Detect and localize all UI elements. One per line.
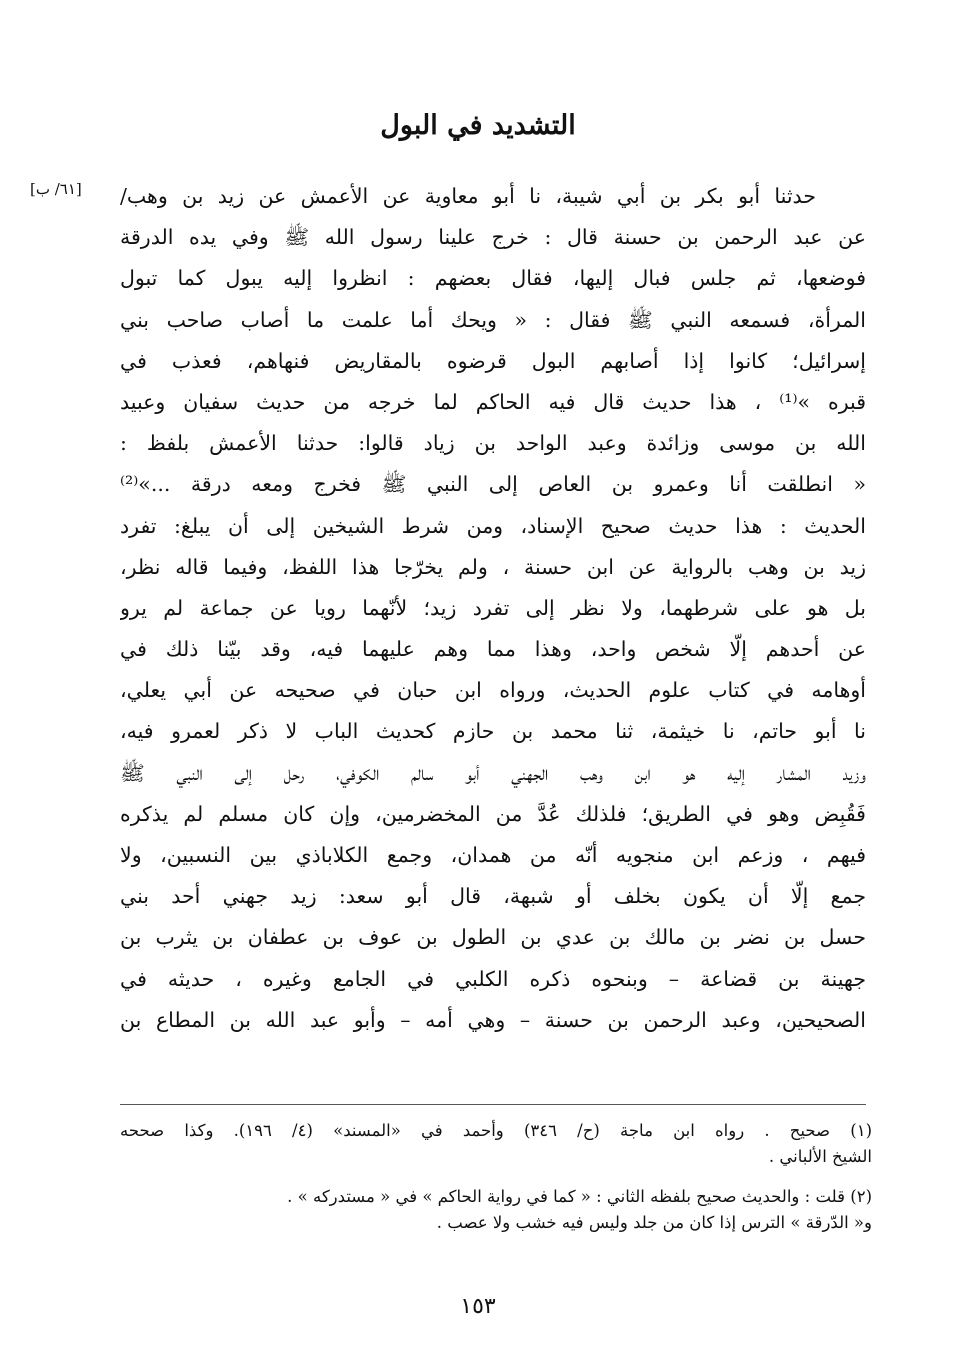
- footnote-gap: [120, 1170, 872, 1184]
- text-line: الله بن موسى وزائدة وعبد الواحد بن زياد قالوا: حدثنا الأعمش بلفظ :: [120, 431, 866, 456]
- chapter-title: التشديد في البول: [380, 110, 576, 141]
- text-line: جهينة بن قضاعة – وبنحوه ذكره الكلبي في الجامع وغيره ، حديثه في: [120, 966, 866, 991]
- text-line: عن عبد الرحمن بن حسنة قال : خرج علينا رسول الله ﷺ وفي يده الدرقة: [120, 225, 866, 250]
- text-line: فيهم ، وزعم ابن منجويه أنّه من همدان، وجمع الكلاباذي بين النسبين، ولا: [120, 843, 866, 867]
- text-line: إسرائيل؛ كانوا إذا أصابهم البول قرضوه بالمقاريض فنهاهم، فعذب في: [120, 348, 866, 373]
- main-text: [120, 176, 866, 1041]
- manuscript-folio-marker: [٦١/ ب]: [30, 180, 82, 198]
- text-line: نا أبو حاتم، نا خيثمة، ثنا محمد بن حازم كحديث الباب لا ذكر لعمرو فيه،: [120, 719, 866, 744]
- text-line: الحديث : هذا حديث صحيح الإسناد، ومن شرط الشيخين إلى أن يبلغ: تفرد: [120, 513, 866, 538]
- footnote-1-line-1: (١) صحيح . رواه ابن ماجة (ح/ ٣٤٦) وأحمد في «المسند» (٤/ ١٩٦). وكذا صححه: [120, 1121, 872, 1140]
- text-line: الصحيحين، وعبد الرحمن بن حسنة – وهي أمه – وأبو عبد الله بن المطاع بن: [120, 1007, 866, 1032]
- footnotes: [120, 1118, 872, 1236]
- text-line: وزيد المشار إليه هو ابن وهب الجهني أبو سالم الكوفي، رحل إلى النبي ﷺ: [120, 760, 866, 785]
- text-line: قبره »⁽¹⁾ ، هذا حديث قال فيه الحاكم لما خرجه من حديث سفيان وعبيد: [120, 389, 866, 414]
- text-line: حدثنا أبو بكر بن أبي شيبة، نا أبو معاوية عن الأعمش عن زيد بن وهب/: [120, 184, 816, 208]
- footnote-separator: [120, 1104, 866, 1105]
- text-line: فَقُبِض وهو في الطريق؛ فلذلك عُدَّ من المخضرمين، وإن كان مسلم لم يذكره: [120, 801, 866, 826]
- text-line: « انطلقت أنا وعمرو بن العاص إلى النبي ﷺ فخرج ومعه درقة ...»⁽²⁾: [120, 472, 866, 497]
- text-line: عن أحدهم إلّا شخص واحد، وهذا مما وهم عليهما فيه، وقد بيّنا ذلك في: [120, 637, 866, 662]
- text-line: زيد بن وهب بالرواية عن ابن حسنة ، ولم يخرّجا هذا اللفظ، وفيما قاله نظر،: [120, 554, 866, 579]
- text-line: فوضعها، ثم جلس فبال إليها، فقال بعضهم : انظروا إليه يبول كما تبول: [120, 266, 866, 291]
- text-line: المرأة، فسمعه النبي ﷺ فقال : « ويحك أما علمت ما أصاب صاحب بني: [120, 307, 866, 332]
- text-line: حسل بن نضر بن مالك بن عدي بن الطول بن عوف بن عطفان بن يثرب بن: [120, 925, 866, 950]
- footnote-1-line-2: الشيخ الألباني .: [768, 1147, 872, 1166]
- text-line: جمع إلّا أن يكون بخلف أو شبهة، قال أبو سعد: زيد جهني أحد بني: [120, 884, 866, 909]
- page-number: ١٥٣: [460, 1294, 496, 1319]
- text-line: بل هو على شرطهما، ولا نظر إلى تفرد زيد؛ لأنّهما رويا عن جماعة لم يرو: [120, 595, 866, 620]
- footnote-2-line-2: و« الدّرقة » الترس إذا كان من جلد وليس فيه خشب ولا عصب .: [436, 1213, 872, 1232]
- footnote-2-line-1: (٢) قلت : والحديث صحيح بلفظه الثاني : « كما في رواية الحاكم » في « مستدركه » .: [287, 1187, 872, 1206]
- text-line: أوهامه في كتاب علوم الحديث، ورواه ابن حبان في صحيحه عن أبي يعلي،: [120, 678, 866, 703]
